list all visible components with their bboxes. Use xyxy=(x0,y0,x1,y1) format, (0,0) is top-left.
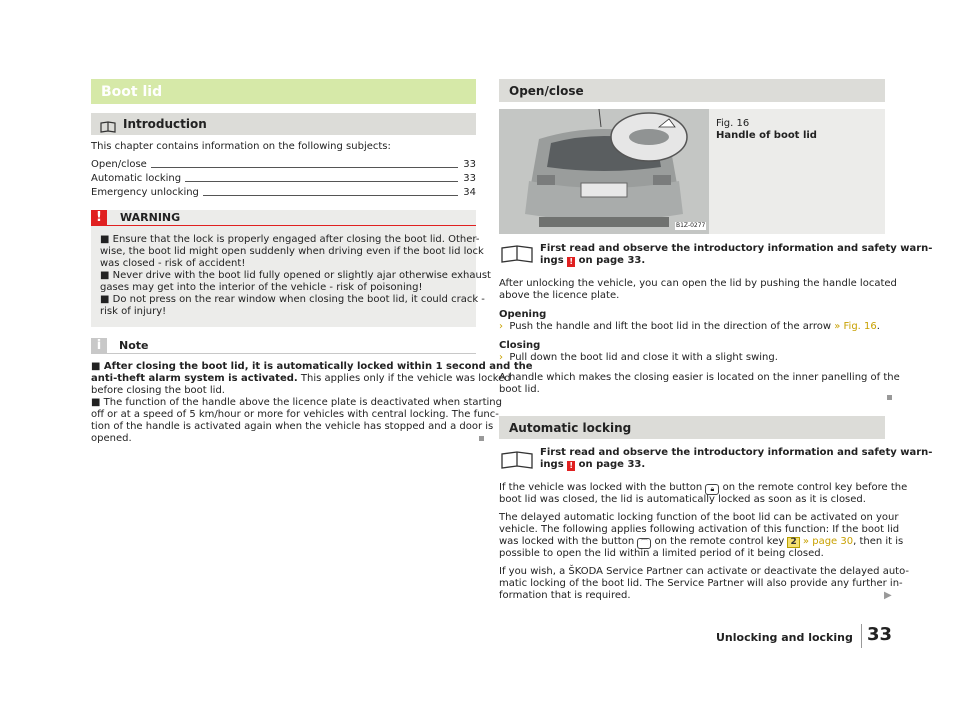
safety-text-fragment: on page 33. xyxy=(578,459,646,470)
closing-step xyxy=(499,352,778,364)
safety-text-fragment: on page 33. xyxy=(578,255,646,266)
toc-label: Automatic locking xyxy=(91,173,185,184)
figure-code: B1Z-0277 xyxy=(676,222,706,229)
toc-label: Emergency unlocking xyxy=(91,187,203,198)
read-first-icon xyxy=(500,450,534,474)
opening-heading: Opening xyxy=(499,309,547,320)
intro-heading: Introduction xyxy=(123,117,207,131)
footer-chapter: Unlocking and locking xyxy=(716,631,853,644)
warning-line: gases may get into the interior of the vehicle - risk of poisoning! xyxy=(100,282,423,293)
paragraph-line: A handle which makes the closing easier is located on the inner panelling of the xyxy=(499,372,900,383)
paragraph-text-fragment: on the remote control key xyxy=(654,536,785,547)
warning-line: risk of injury! xyxy=(100,306,167,317)
paragraph-line: After unlocking the vehicle, you can open the lid by pushing the handle located xyxy=(499,278,897,289)
paragraph-text-fragment: If the vehicle was locked with the button xyxy=(499,482,703,493)
figure-number: Fig. 16 xyxy=(716,118,750,129)
section-title-bar xyxy=(91,79,476,104)
section-end-mark xyxy=(479,436,484,441)
paragraph-line: boot lid. xyxy=(499,384,540,395)
warning-icon: ! xyxy=(567,257,575,267)
safety-notice: First read and observe the introductory information and safety warn- xyxy=(540,243,933,254)
toc-row[interactable] xyxy=(91,159,476,172)
book-icon xyxy=(100,118,116,137)
warning-line: was closed - risk of accident! xyxy=(100,258,246,269)
paragraph-text-fragment: was locked with the button xyxy=(499,536,635,547)
note-text-fragment: This applies only if the vehicle was locked xyxy=(297,373,511,384)
toc-row[interactable] xyxy=(91,173,476,186)
note-line: opened. xyxy=(91,433,132,444)
safety-notice xyxy=(540,459,645,471)
safety-text-fragment: ings xyxy=(540,255,564,266)
step-arrow-icon: › xyxy=(499,352,503,363)
warning-icon: ! xyxy=(91,210,107,226)
auto-locking-title-bar xyxy=(499,416,885,439)
paragraph-line: matic locking of the boot lid. The Service Partner will also provide any further in- xyxy=(499,578,903,589)
toc-page: 33 xyxy=(459,173,476,184)
paragraph-text-fragment: on the remote control key before the xyxy=(722,482,908,493)
figure-box xyxy=(499,109,885,234)
opening-step: › Push the handle and lift the boot lid in the direction of the arrow » Fig. 16. xyxy=(499,321,880,332)
safety-notice: First read and observe the introductory information and safety warn- xyxy=(540,447,933,458)
intro-text: This chapter contains information on the following subjects: xyxy=(91,141,391,152)
closing-heading: Closing xyxy=(499,340,541,351)
paragraph-line: formation that is required. xyxy=(499,590,631,601)
note-line: ■ After closing the boot lid, it is automatically locked within 1 second and the xyxy=(91,361,533,372)
section-end-mark xyxy=(887,395,892,400)
intro-heading-bar xyxy=(91,113,476,135)
warning-box xyxy=(91,210,491,327)
section-title: Boot lid xyxy=(101,84,163,100)
page-link[interactable]: » page 30 xyxy=(802,536,854,547)
note-line: before closing the boot lid. xyxy=(91,385,225,396)
safety-notice xyxy=(540,255,645,267)
page-number: 33 xyxy=(867,624,893,645)
figure-caption: Handle of boot lid xyxy=(716,130,817,141)
safety-text-fragment: ings xyxy=(540,459,564,470)
note-title: Note xyxy=(119,339,149,352)
boot-lid-figure xyxy=(499,109,709,234)
warning-line: ■ Do not press on the rear window when closing the boot lid, it could crack - xyxy=(100,294,485,305)
note-line xyxy=(91,373,511,385)
toc-page: 34 xyxy=(459,187,476,198)
open-close-title: Open/close xyxy=(509,84,584,98)
toc-page: 33 xyxy=(459,159,476,170)
note-icon: i xyxy=(91,338,107,354)
warning-title: WARNING xyxy=(120,211,181,224)
paragraph-line: If you wish, a ŠKODA Service Partner can activate or deactivate the delayed auto- xyxy=(499,566,909,577)
lock-button-icon: 🔒︎ xyxy=(705,484,719,495)
open-close-title-bar xyxy=(499,79,885,102)
note-line: tion of the handle is activated again when the vehicle has stopped and a door is xyxy=(91,421,494,432)
toc-label: Open/close xyxy=(91,159,151,170)
paragraph-line: The delayed automatic locking function of the boot lid can be activated on your xyxy=(499,512,899,523)
paragraph-line: boot lid was closed, the lid is automatically locked as soon as it is closed. xyxy=(499,494,866,505)
read-first-icon xyxy=(500,244,534,268)
footer-divider xyxy=(861,624,862,648)
auto-locking-title: Automatic locking xyxy=(509,421,632,435)
step-arrow-icon: › xyxy=(499,321,503,332)
boot-button-icon: ⌒ xyxy=(637,538,651,549)
note-bold-fragment: anti-theft alarm system is activated. xyxy=(91,373,298,384)
toc-row[interactable] xyxy=(91,187,476,200)
note-line: ■ The function of the handle above the licence plate is deactivated when starting xyxy=(91,397,502,408)
note-line: off or at a speed of 5 km/hour or more for vehicles with central locking. The func- xyxy=(91,409,499,420)
continued-arrow-icon: ▶ xyxy=(884,590,892,601)
warning-line: ■ Never drive with the boot lid fully opened or slightly ajar otherwise exhaust xyxy=(100,270,491,281)
closing-step-text: Pull down the boot lid and close it with a slight swing. xyxy=(509,352,778,363)
paragraph-line: above the licence plate. xyxy=(499,290,620,301)
warning-line: ■ Ensure that the lock is properly engaged after closing the boot lid. Other- xyxy=(100,234,480,245)
paragraph-text-fragment: , then it is xyxy=(853,536,904,547)
key-number-badge: 2 xyxy=(787,537,799,548)
opening-step-text: Push the handle and lift the boot lid in the direction of the arrow xyxy=(509,321,832,332)
warning-line: wise, the boot lid might open suddenly when driving even if the boot lid lock xyxy=(100,246,484,257)
warning-icon: ! xyxy=(567,461,575,471)
fig-link[interactable]: » Fig. 16 xyxy=(834,321,877,332)
paragraph-line: vehicle. The following applies following activation of this function: If the boot lid xyxy=(499,524,900,535)
paragraph-line: possible to open the lid within a limited period of it being closed. xyxy=(499,548,824,559)
